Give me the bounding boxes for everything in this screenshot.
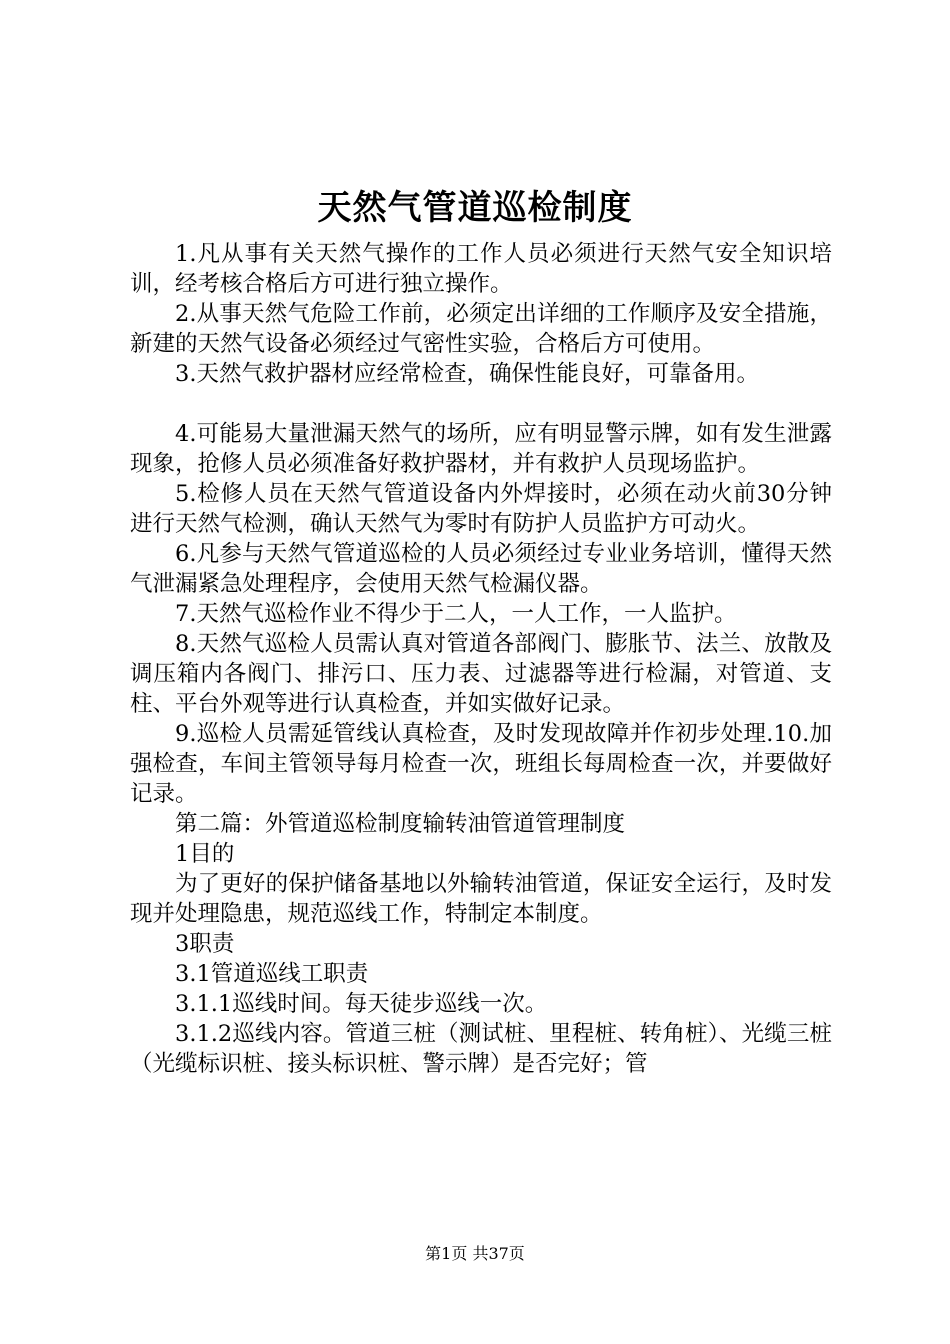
paragraph-8: 8.天然气巡检人员需认真对管道各部阀门、膨胀节、法兰、放散及调压箱内各阀门、排污口、压力表、过滤器等进行检漏，对管道、支柱、平台外观等进行认真检查，并如实做好记录。	[130, 631, 832, 717]
section-heading: 第二篇：外管道巡检制度输转油管道管理制度	[175, 811, 626, 837]
document-title: 天然气管道巡检制度	[317, 188, 633, 228]
paragraph-5: 5.检修人员在天然气管道设备内外焊接时，必须在动火前30分钟进行天然气检测，确认天然气为零时有防护人员监护方可动火。	[130, 481, 832, 537]
paragraph-1: 1.凡从事有关天然气操作的工作人员必须进行天然气安全知识培训，经考核合格后方可进行独立操作。	[130, 241, 832, 297]
paragraph-3-1-1: 3.1.1巡线时间。每天徒步巡线一次。	[175, 991, 548, 1017]
paragraph-7: 7.天然气巡检作业不得少于二人，一人工作，一人监护。	[175, 601, 737, 627]
paragraph-6: 6.凡参与天然气管道巡检的人员必须经过专业业务培训，懂得天然气泄漏紧急处理程序，会使用天然气检漏仪器。	[130, 541, 832, 597]
subheading-duties-3-1: 3.1管道巡线工职责	[175, 961, 369, 987]
paragraph-3: 3.天然气救护器材应经常检查，确保性能良好，可靠备用。	[175, 361, 759, 387]
subheading-duties: 3职责	[175, 931, 235, 957]
page-footer: 第1页 共37页	[425, 1244, 525, 1263]
paragraph-4: 4.可能易大量泄漏天然气的场所，应有明显警示牌，如有发生泄露现象，抢修人员必须准备好救护器材，并有救护人员现场监护。	[130, 421, 832, 477]
subheading-purpose: 1目的	[175, 841, 235, 867]
paragraph-purpose: 为了更好的保护储备基地以外输转油管道，保证安全运行，及时发现并处理隐患，规范巡线工作，特制定本制度。	[130, 871, 832, 927]
paragraph-2: 2.从事天然气危险工作前，必须定出详细的工作顺序及安全措施，新建的天然气设备必须经过气密性实验，合格后方可使用。	[130, 301, 832, 357]
paragraph-3-1-2: 3.1.2巡线内容。管道三桩（测试桩、里程桩、转角桩）、光缆三桩（光缆标识桩、接头标识桩、警示牌）是否完好；管	[130, 1021, 832, 1077]
document-body	[130, 239, 832, 1079]
paragraph-9: 9.巡检人员需延管线认真检查，及时发现故障并作初步处理.10.加强检查，车间主管领导每月检查一次，班组长每周检查一次，并要做好记录。	[130, 721, 832, 807]
